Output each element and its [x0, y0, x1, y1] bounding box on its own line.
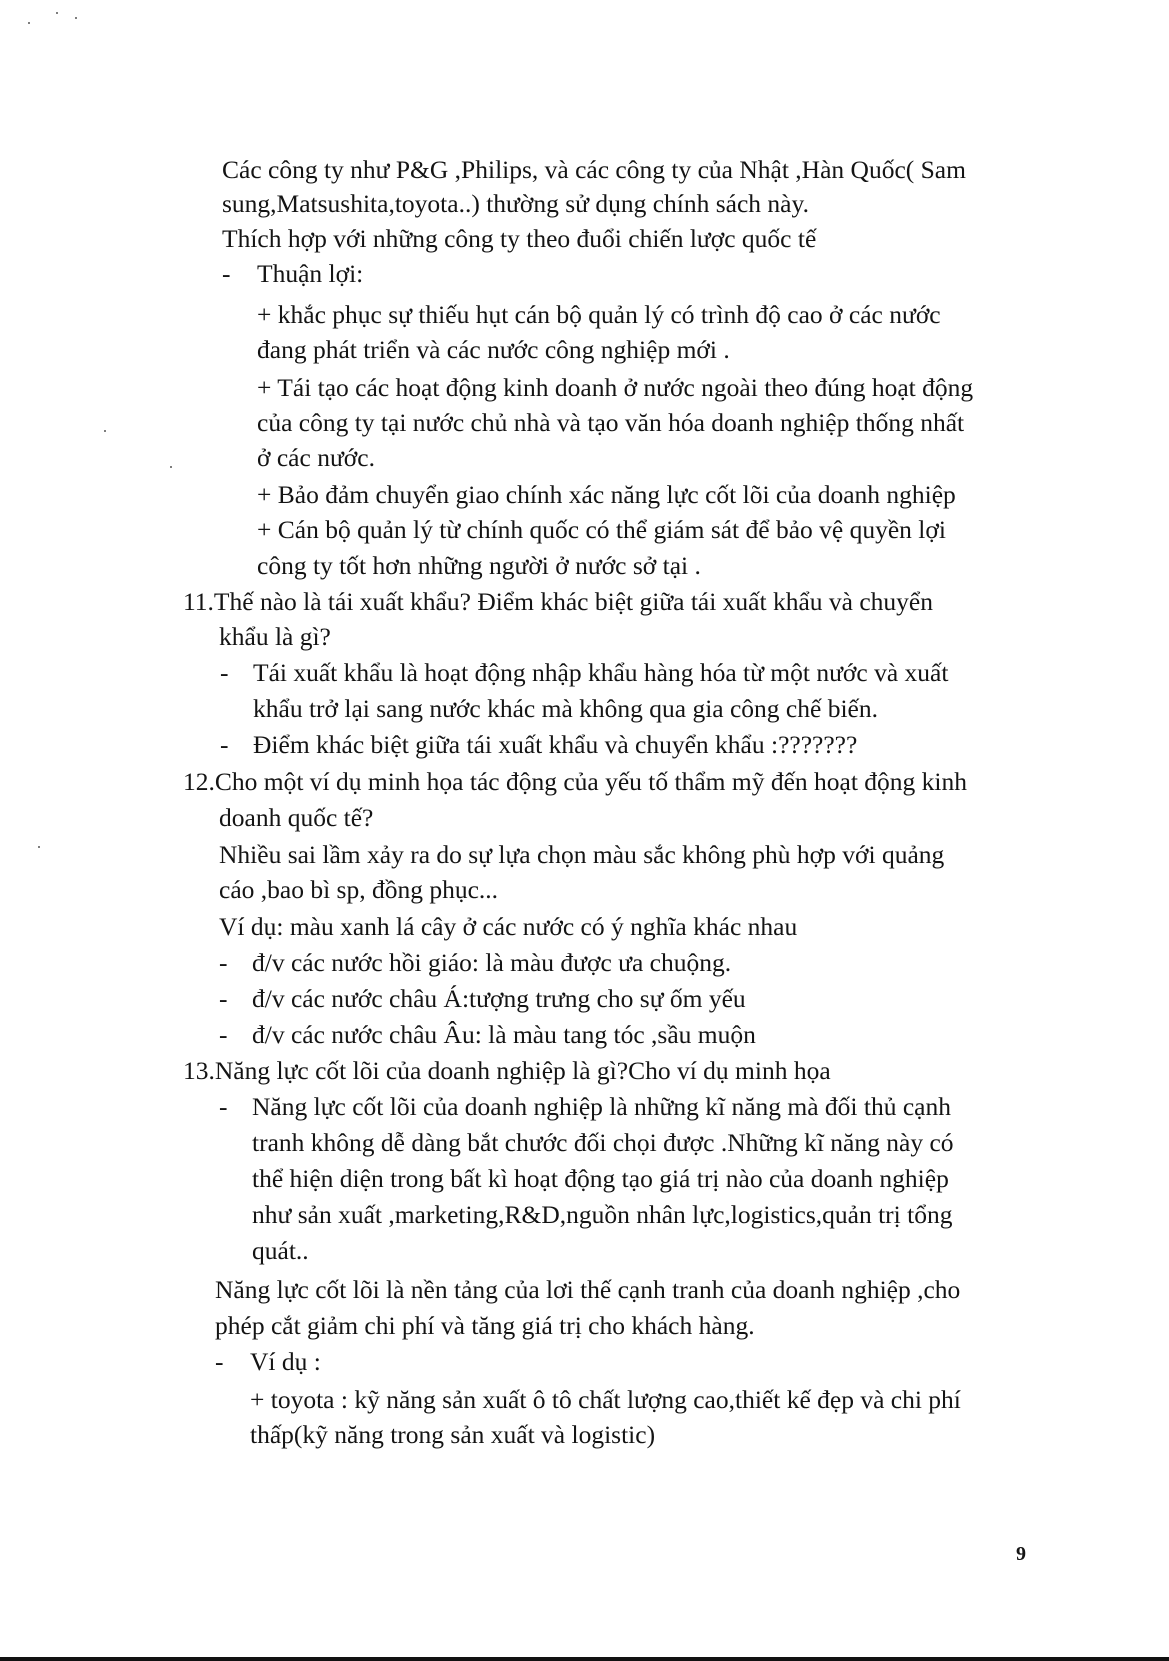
text-line: tranh không dễ dàng bắt chước đối chọi được .Những kĩ năng này có — [252, 1128, 954, 1157]
list-bullet: - — [222, 259, 231, 288]
scan-speck — [170, 466, 172, 468]
list-bullet: - — [219, 948, 228, 977]
text-line: doanh quốc tế? — [219, 803, 374, 832]
page-number: 9 — [1016, 1543, 1026, 1565]
text-line: + Tái tạo các hoạt động kinh doanh ở nước ngoài theo đúng hoạt động — [257, 373, 974, 402]
scan-speck — [56, 12, 58, 14]
question-heading: 11.Thế nào là tái xuất khẩu? Điểm khác biệt giữa tái xuất khẩu và chuyển — [183, 587, 933, 616]
text-line: Thuận lợi: — [257, 259, 364, 288]
text-line: đ/v các nước hồi giáo: là màu được ưa chuộng. — [252, 948, 732, 977]
text-line: Thích hợp với những công ty theo đuổi chiến lược quốc tế — [222, 224, 817, 253]
text-line: của công ty tại nước chủ nhà và tạo văn hóa doanh nghiệp thống nhất — [257, 408, 965, 437]
text-line: + khắc phục sự thiếu hụt cán bộ quản lý có trình độ cao ở các nước — [257, 300, 941, 329]
scan-speck — [28, 22, 30, 24]
text-line: thấp(kỹ năng trong sản xuất và logistic) — [250, 1420, 656, 1449]
text-line: + Bảo đảm chuyển giao chính xác năng lực cốt lõi của doanh nghiệp — [257, 480, 956, 509]
list-bullet: - — [219, 984, 228, 1013]
text-line: Tái xuất khẩu là hoạt động nhập khẩu hàng hóa từ một nước và xuất — [253, 658, 949, 687]
text-line: Ví dụ: màu xanh lá cây ở các nước có ý nghĩa khác nhau — [219, 912, 798, 941]
text-line: khẩu trở lại sang nước khác mà không qua gia công chế biến. — [253, 694, 878, 723]
text-line: sung,Matsushita,toyota..) thường sử dụng chính sách này. — [222, 189, 809, 218]
text-line: + Cán bộ quản lý từ chính quốc có thể giám sát để bảo vệ quyền lợi — [257, 515, 946, 544]
text-line: công ty tốt hơn những người ở nước sở tại . — [257, 551, 701, 580]
text-line: cáo ,bao bì sp, đồng phục... — [219, 875, 499, 904]
text-line: phép cắt giảm chi phí và tăng giá trị cho khách hàng. — [215, 1311, 755, 1340]
scan-bottom-edge — [0, 1657, 1169, 1661]
question-heading: 12.Cho một ví dụ minh họa tác động của yếu tố thẩm mỹ đến hoạt động kinh — [183, 767, 968, 796]
text-line: Các công ty như P&G ,Philips, và các công ty của Nhật ,Hàn Quốc( Sam — [222, 155, 966, 184]
scan-speck — [104, 430, 106, 432]
text-line: Ví dụ : — [250, 1347, 321, 1376]
text-line: ở các nước. — [257, 443, 375, 472]
text-line: như sản xuất ,marketing,R&D,nguồn nhân lực,logistics,quản trị tổng — [252, 1200, 953, 1229]
list-bullet: - — [220, 730, 229, 759]
text-line: đ/v các nước châu Á:tượng trưng cho sự ốm yếu — [252, 984, 746, 1013]
text-line: Nhiều sai lầm xảy ra do sự lựa chọn màu sắc không phù hợp với quảng — [219, 840, 945, 869]
list-bullet: - — [220, 658, 229, 687]
list-bullet: - — [215, 1347, 224, 1376]
text-line: Năng lực cốt lõi của doanh nghiệp là những kĩ năng mà đối thủ cạnh — [252, 1092, 951, 1121]
scan-speck — [38, 846, 40, 848]
text-line: khẩu là gì? — [219, 622, 331, 651]
text-line: thể hiện diện trong bất kì hoạt động tạo giá trị nào của doanh nghiệp — [252, 1164, 949, 1193]
text-line: Năng lực cốt lõi là nền tảng của lơi thế cạnh tranh của doanh nghiệp ,cho — [215, 1275, 961, 1304]
scan-speck — [75, 17, 77, 19]
text-line: đang phát triển và các nước công nghiệp mới . — [257, 335, 730, 364]
list-bullet: - — [219, 1092, 228, 1121]
text-line: + toyota : kỹ năng sản xuất ô tô chất lượng cao,thiết kế đẹp và chi phí — [250, 1385, 961, 1414]
question-heading: 13.Năng lực cốt lõi của doanh nghiệp là gì?Cho ví dụ minh họa — [183, 1056, 831, 1085]
text-line: Điểm khác biệt giữa tái xuất khẩu và chuyển khẩu :??????? — [253, 730, 858, 759]
text-line: quát.. — [252, 1236, 309, 1265]
list-bullet: - — [219, 1020, 228, 1049]
text-line: đ/v các nước châu Âu: là màu tang tóc ,sầu muộn — [252, 1020, 756, 1049]
